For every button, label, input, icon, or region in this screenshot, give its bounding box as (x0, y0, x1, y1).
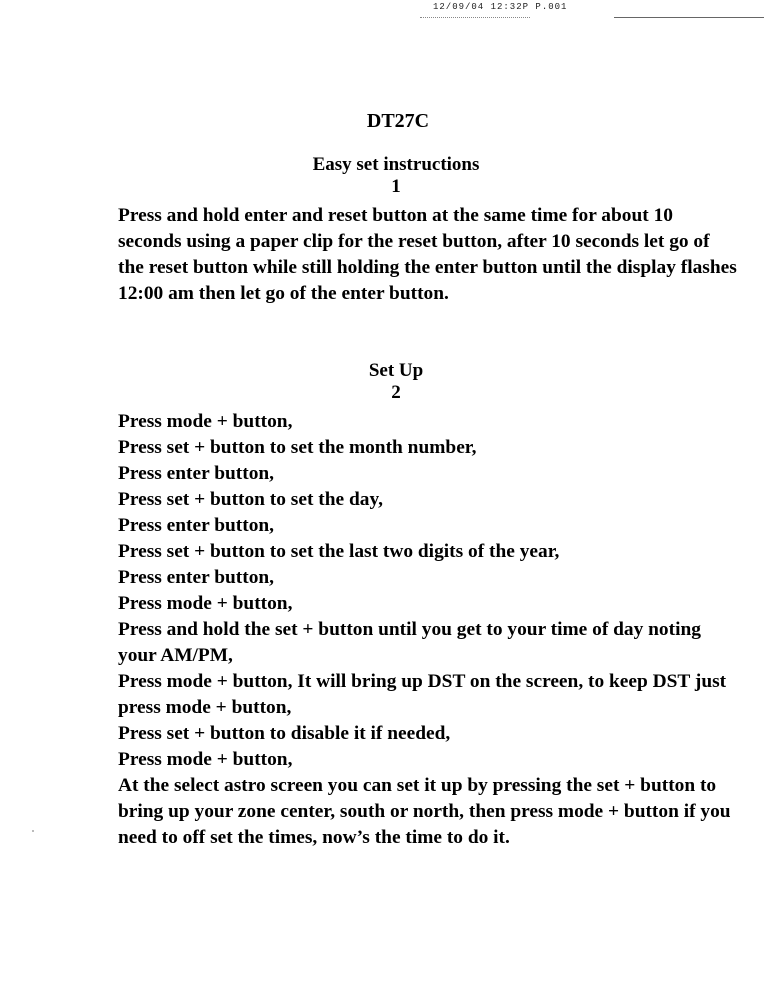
setup-step: Press enter button, (118, 463, 275, 484)
section-1-paragraph: Press and hold enter and reset button at the same time for about 10 seconds using a paper clip for the reset button, after 10 seconds let go of the reset button while still holding the enter button until the display flashes 12:00 am then let go of the enter button. (118, 205, 737, 304)
section-1-number: 1 (391, 176, 401, 197)
setup-step: Press and hold the set + button until you get to your time of day noting your AM/PM, (118, 619, 701, 666)
section-1-heading (0, 154, 768, 198)
section-2-number: 2 (391, 382, 401, 403)
setup-step: Press set + button to set the day, (118, 489, 383, 510)
fax-header-right-rule (614, 17, 764, 18)
scan-speck (32, 830, 34, 832)
section-1-heading-text: Easy set instructions (312, 154, 480, 175)
setup-steps-list (118, 409, 738, 851)
setup-step: Press set + button to set the month number, (118, 437, 477, 458)
setup-step: At the select astro screen you can set it up by pressing the set + button to bring up your zone center, south or north, then press mode + button if you need to off set the times, now’s the time to do it. (118, 775, 731, 848)
setup-step: Press mode + button, (118, 749, 293, 770)
fax-header-left-rule (420, 17, 530, 18)
setup-step: Press enter button, (118, 515, 275, 536)
setup-step: Press mode + button, (118, 411, 293, 432)
setup-step: Press enter button, (118, 567, 275, 588)
document-title: DT27C (366, 110, 430, 132)
setup-step: Press set + button to disable it if needed, (118, 723, 451, 744)
setup-step: Press mode + button, It will bring up DST on the screen, to keep DST just press mode + button, (118, 671, 727, 718)
setup-step: Press set + button to set the last two digits of the year, (118, 541, 560, 562)
setup-step: Press mode + button, (118, 593, 293, 614)
fax-header: 12/09/04 12:32P P.001 (433, 2, 568, 12)
section-2-heading (0, 360, 768, 404)
section-2-heading-text: Set Up (368, 360, 424, 381)
